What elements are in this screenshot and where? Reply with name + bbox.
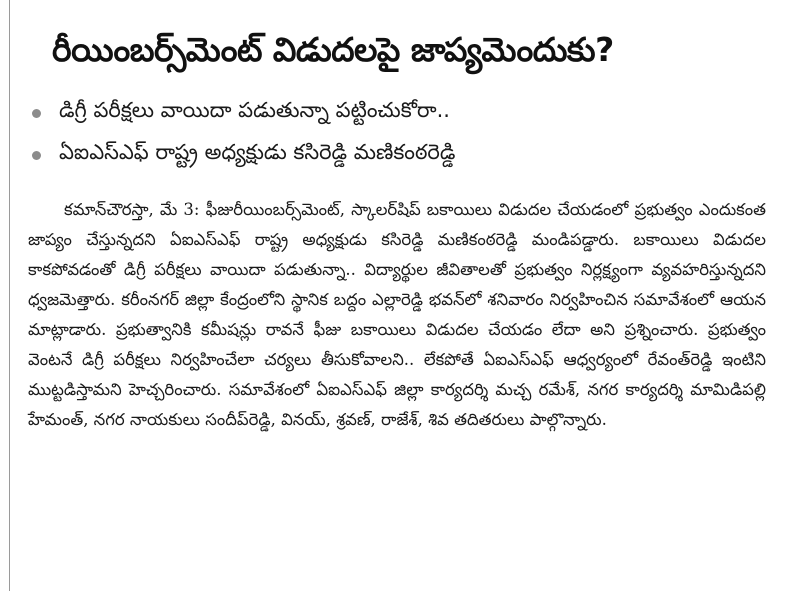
subhead-item — [30, 134, 770, 176]
article-body: కమాన్‌చౌరస్తా, మే 3: ఫీజురీయింబర్స్‌మెంట్, స్కాలర్‌షిప్ బకాయిలు విడుదల చేయడంలో ప్రభుత్వం ఎందుకంత జాప్యం చేస్తున్నదని ఏఐఎస్ఎఫ్ రాష్ట్ర అధ్యక్షుడు కసిరెడ్డి మణికంఠరెడ్డి మండిపడ్డారు. బకాయిలు విడుదల కాకపోవడంతో డిగ్రీ పరీక్షలు వాయిదా పడుతున్నా.. విద్యార్థుల జీవితాలతో ప్రభుత్వం నిర్లక్ష్యంగా వ్యవహరిస్తున్నదని ధ్వజమెత్తారు. కరీంనగర్ జిల్లా కేంద్రంలోని స్థానిక బద్దం ఎల్లారెడ్డి భవన్‌లో శనివారం నిర్వహించిన సమావేశంలో ఆయన మాట్లాడారు. ప్రభుత్వానికి కమీషన్లు రావనే ఫీజు బకాయిలు విడుదల చేయడం లేదా అని ప్రశ్నించారు. ప్రభుత్వం వెంటనే డిగ్రీ పరీక్షలు నిర్వహించేలా చర్యలు తీసుకోవాలని.. లేకపోతే ఏఐఎస్ఎఫ్ ఆధ్వర్యంలో రేవంత్‌రెడ్డి ఇంటిని ముట్టడిస్తామని హెచ్చరించారు. సమావేశంలో ఏఐఎస్ఎఫ్ జిల్లా కార్యదర్శి మచ్చ రమేశ్, నగర కార్యదర్శి మామిడిపల్లి హేమంత్, నగర నాయకులు సందీప్‌రెడ్డి, వినయ్, శ్రవణ్, రాజేశ్, శివ తదితరులు పాల్గొన్నారు. — [28, 200, 766, 429]
bullet-icon — [32, 151, 41, 160]
subhead-text: డిగ్రీ పరీక్షలు వాయిదా పడుతున్నా పట్టించుకోరా.. — [59, 98, 450, 122]
headline: రీయింబర్స్‌మెంట్ విడుదలపై జాప్యమెందుకు? — [52, 30, 614, 69]
subhead-text: ఏఐఎస్ఎఫ్ రాష్ట్ర అధ్యక్షుడు కసిరెడ్డి మణికంఠరెడ్డి — [59, 140, 456, 164]
subhead-item — [30, 92, 770, 134]
column-rule — [9, 0, 10, 591]
bullet-icon — [32, 109, 41, 118]
subhead-list — [30, 92, 770, 176]
